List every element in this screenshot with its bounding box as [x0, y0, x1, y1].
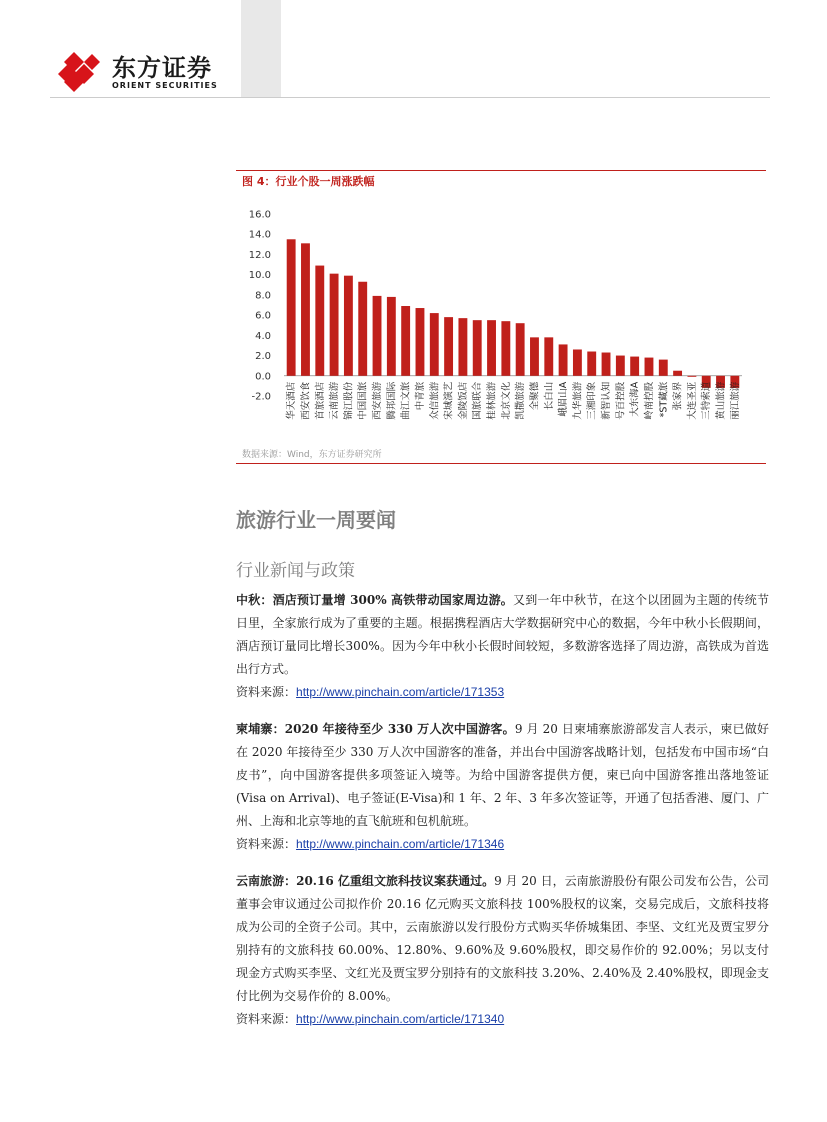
x-category-label: 三湘印象	[586, 381, 598, 420]
x-category-label: 宋城演艺	[443, 381, 455, 420]
y-tick-label: 0.0	[255, 371, 271, 383]
y-tick-label: -2.0	[251, 391, 271, 403]
x-category-label: 九华旅游	[572, 381, 584, 420]
x-category-label: 西安饮食	[300, 381, 312, 420]
x-category-label: 云南旅游	[329, 381, 341, 420]
bar	[315, 266, 324, 376]
news-lead: 云南旅游：20.16 亿重组文旅科技议案获通过。	[236, 874, 495, 888]
figure-title: 图 4：行业个股一周涨跌幅	[242, 175, 375, 188]
x-category-label: 北京文化	[500, 381, 512, 420]
news-body: 又到一年中秋节，在这个以团圆为主题的传统节日里，全家旅行成为了重要的主题。根据携程酒店大学数据研究中心的数据，今年中秋小长假期间，酒店预订量同比增长300%。因为今年中秋小长假时间较短，多数游客选择了周边游，高铁成为首选出行方式。	[236, 593, 769, 676]
y-tick-label: 10.0	[248, 270, 271, 282]
bar	[344, 276, 353, 376]
bar	[330, 274, 339, 376]
x-category-label: *ST藏旅	[658, 381, 670, 418]
news-paragraph	[236, 870, 769, 1008]
logo-text-en: ORIENT SECURITIES	[112, 81, 218, 90]
x-category-label: 众信旅游	[429, 381, 441, 420]
news-source	[236, 681, 769, 704]
x-category-label: 西安旅游	[372, 381, 384, 420]
x-category-label: 曲江文旅	[400, 381, 412, 420]
x-category-label: 大东海A	[629, 381, 641, 417]
y-tick-label: 12.0	[248, 249, 271, 261]
bar	[516, 323, 525, 376]
bar	[387, 297, 396, 376]
bar	[401, 306, 410, 376]
news-body: 9 月 20 日柬埔寨旅游部发言人表示，柬已做好在 2020 年接待至少 330 万人次中国游客的准备，并出台中国游客战略计划，包括发布中国市场“白皮书”，向中国游客提供多项签证入境等。为给中国游客提供方便，柬已向中国游客推出落地签证(Visa on Arrival)、电子签证(E-Visa)和 1 年、2 年、3 年多次签证等，开通了包括香港、厦门、广州、上海和北京等地的直飞航班和包机航班。	[236, 722, 769, 828]
bar	[373, 296, 382, 376]
x-category-label: 三特索道	[701, 381, 713, 420]
bar	[673, 371, 682, 376]
bar	[530, 337, 539, 375]
x-category-label: 长白山	[543, 381, 555, 411]
bar	[659, 360, 668, 376]
bar	[416, 308, 425, 376]
x-category-label: 华天酒店	[286, 381, 298, 420]
bar	[602, 353, 611, 376]
bar	[587, 352, 596, 376]
bar	[501, 321, 510, 376]
bar	[287, 239, 296, 376]
source-link[interactable]: http://www.pinchain.com/article/171353	[296, 685, 505, 699]
x-category-label: 金陵饭店	[457, 381, 469, 420]
y-tick-label: 2.0	[255, 351, 271, 363]
bar	[559, 344, 568, 375]
x-category-label: 首旅酒店	[314, 381, 326, 420]
x-category-label: 新智认知	[601, 381, 613, 420]
bar-chart	[236, 198, 766, 443]
y-tick-label: 14.0	[248, 229, 271, 241]
bar	[444, 317, 453, 376]
bar	[301, 243, 310, 375]
source-link[interactable]: http://www.pinchain.com/article/171340	[296, 1012, 505, 1026]
news-paragraph	[236, 589, 769, 681]
source-label: 资料来源：	[236, 685, 297, 699]
bar	[687, 376, 696, 377]
news-item	[236, 718, 769, 856]
x-category-label: 腾邦国际	[386, 381, 398, 420]
x-category-label: 中国国旅	[357, 381, 369, 420]
news-paragraph	[236, 718, 769, 833]
bar	[430, 313, 439, 376]
header-divider	[50, 97, 770, 98]
news-lead: 中秋：酒店预订量增 300% 高铁带动国家周边游。	[236, 593, 513, 607]
y-tick-label: 6.0	[255, 310, 271, 322]
logo-icon	[58, 50, 108, 94]
company-logo	[58, 50, 218, 94]
source-label: 资料来源：	[236, 1012, 297, 1026]
x-category-label: 大连圣亚	[686, 381, 698, 420]
news-item	[236, 870, 769, 1031]
bar	[630, 357, 639, 376]
news-lead: 柬埔寨：2020 年接待至少 330 万人次中国游客。	[236, 722, 515, 736]
section-subtitle: 行业新闻与政策	[236, 561, 355, 581]
logo-text-cn: 东方证券	[112, 54, 212, 82]
x-category-label: 黄山旅游	[715, 381, 727, 420]
y-tick-label: 8.0	[255, 290, 271, 302]
bar	[358, 282, 367, 376]
bar	[473, 320, 482, 376]
x-category-label: 号百控股	[615, 381, 627, 420]
bar	[458, 318, 467, 376]
bar	[544, 337, 553, 375]
x-category-label: 国旅联合	[472, 381, 484, 420]
x-category-label: 张家界	[672, 381, 684, 411]
x-category-label: 丽江旅游	[729, 381, 741, 420]
news-source	[236, 1008, 769, 1031]
x-category-label: 峨眉山A	[558, 381, 570, 417]
figure-bottom-rule	[236, 463, 766, 464]
bar	[645, 358, 654, 376]
y-tick-label: 4.0	[255, 330, 271, 342]
x-category-label: 桂林旅游	[486, 381, 498, 420]
figure-top-rule	[236, 170, 766, 171]
section-title: 旅游行业一周要闻	[236, 508, 396, 532]
bar	[616, 356, 625, 376]
x-category-label: 全聚德	[529, 381, 541, 411]
bar	[487, 320, 496, 376]
bar	[573, 349, 582, 375]
source-label: 资料来源：	[236, 837, 297, 851]
news-source	[236, 833, 769, 856]
x-category-label: 凯撒旅游	[515, 381, 527, 420]
x-category-label: 中青旅	[414, 381, 426, 411]
header-band	[241, 0, 281, 97]
source-link[interactable]: http://www.pinchain.com/article/171346	[296, 837, 505, 851]
x-category-label: 岭南控股	[643, 381, 655, 420]
y-tick-label: 16.0	[248, 209, 271, 221]
news-item	[236, 589, 769, 704]
figure-source: 数据来源：Wind，东方证券研究所	[242, 450, 382, 460]
news-body: 9 月 20 日，云南旅游股份有限公司发布公告，公司董事会审议通过公司拟作价 20.16 亿元购买文旅科技 100%股权的议案，交易完成后，文旅科技将成为公司的全资子公司。其中，云南旅游以发行股份方式购买华侨城集团、李坚、文红光及贾宝罗分别持有的文旅科技 60.00%、12.80%、9.60%及 9.60%股权，即交易作价的 92.00%；另以支付现金方式购买李坚、文红光及贾宝罗分别持有的文旅科技 3.20%、2.40%及 2.40%股权，即现金支付比例为交易作价的 8.00%。	[236, 874, 769, 1003]
x-category-label: 锦江股份	[343, 381, 355, 420]
